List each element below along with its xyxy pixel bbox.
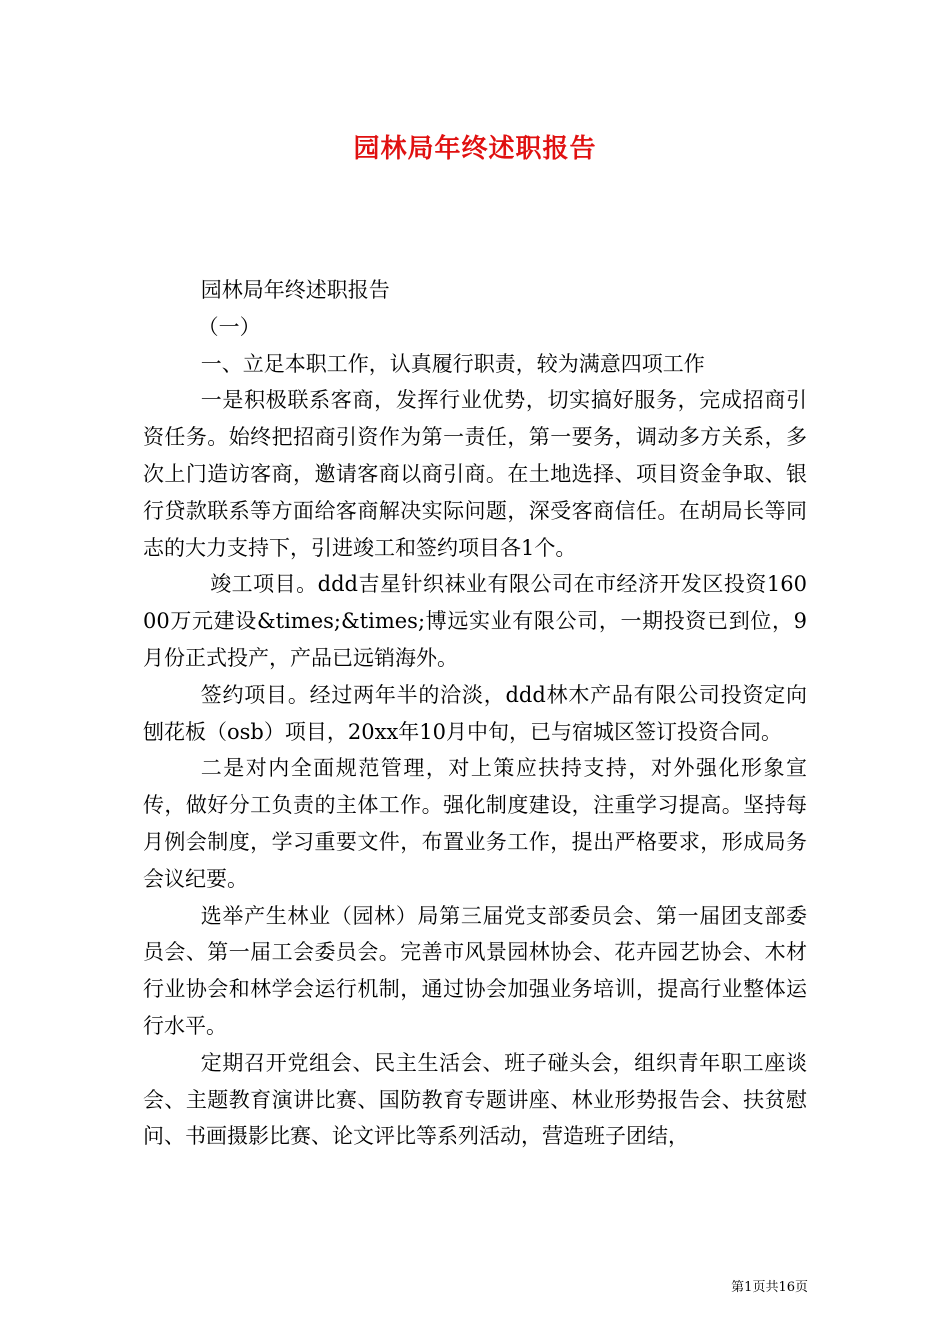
paragraph: 一是积极联系客商，发挥行业优势，切实搞好服务，完成招商引资任务。始终把招商引资作为第一责任，第一要务，调动多方关系，多次上门造访客商，邀请客商以商引商。在土地选择、项目资金争取、银行贷款联系等方面给客商解决实际问题，深受客商信任。在胡局长等同志的大力支持下，引进竣工和签约项目各1个。 — [143, 388, 807, 560]
document-body — [143, 272, 807, 1155]
paragraph: 签约项目。经过两年半的洽淡，ddd林木产品有限公司投资定向刨花板（osb）项目，20xx年10月中旬，已与宿城区签订投资合同。 — [143, 682, 807, 744]
paragraph: 二是对内全面规范管理，对上策应扶持支持，对外强化形象宣传，做好分工负责的主体工作。强化制度建设，注重学习提高。坚持每月例会制度，学习重要文件，布置业务工作，提出严格要求，形成局务会议纪要。 — [143, 756, 807, 891]
paragraph: 选举产生林业（园林）局第三届党支部委员会、第一届团支部委员会、第一届工会委员会。完善市风景园林协会、花卉园艺协会、木材行业协会和林学会运行机制，通过协会加强业务培训，提高行业整体运行水平。 — [143, 903, 807, 1038]
document-title: 园林局年终述职报告 — [353, 134, 597, 164]
paragraph-section-number: （一） — [197, 314, 261, 339]
paragraph: 定期召开党组会、民主生活会、班子碰头会，组织青年职工座谈会、主题教育演讲比赛、国防教育专题讲座、林业形势报告会、扶贫慰问、书画摄影比赛、论文评比等系列活动，营造班子团结， — [143, 1050, 807, 1149]
paragraph-subtitle: 园林局年终述职报告 — [200, 278, 390, 302]
paragraph-heading-1: 一、立足本职工作，认真履行职责，较为满意四项工作 — [200, 351, 705, 376]
page-number: 第1页共16页 — [731, 1280, 808, 1295]
paragraph: 竣工项目。ddd吉星针织袜业有限公司在市经济开发区投资16000万元建设&times;&times;博远实业有限公司，一期投资已到位，9月份正式投产，产品已远销海外。 — [143, 572, 807, 670]
